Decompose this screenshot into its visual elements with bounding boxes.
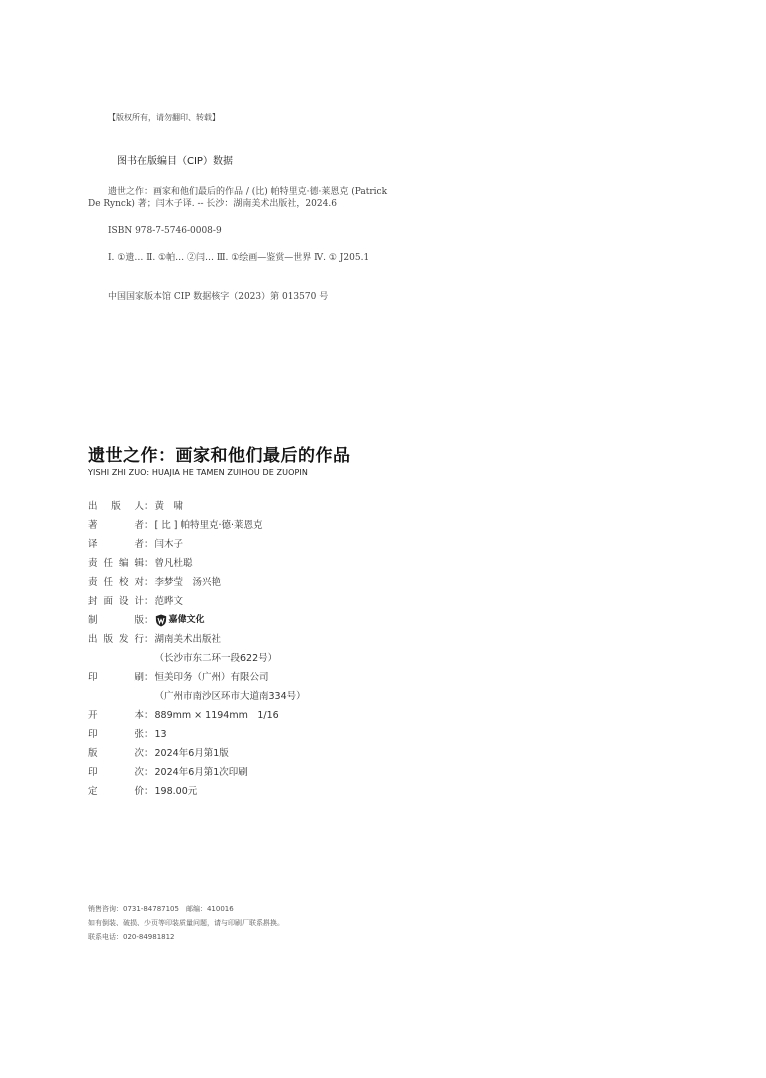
book-title-pinyin: YISHI ZHI ZUO: HUAJIA HE TAMEN ZUIHOU DE ZUOPIN	[88, 468, 308, 477]
colon: ：	[144, 729, 154, 740]
credit-value: 李梦莹 汤兴艳	[154, 577, 222, 588]
credit-label: 出版发行	[88, 634, 144, 645]
credit-value: 2024年6月第1次印刷	[154, 767, 248, 778]
colon: ：	[144, 520, 154, 531]
credit-row-plate-making	[88, 611, 306, 630]
credit-row-price	[88, 782, 306, 801]
credit-label: 著者	[88, 520, 144, 531]
shield-logo-icon	[155, 614, 167, 627]
credit-label: 印张	[88, 729, 144, 740]
credit-label	[88, 687, 144, 706]
classification: Ⅰ. ①遗… Ⅱ. ①帕… ②闫… Ⅲ. ①绘画—鉴赏—世界 Ⅳ. ① J205.1	[108, 253, 370, 263]
footer-phone-line: 联系电话：020-84981812	[88, 933, 175, 941]
cip-record: 遗世之作：画家和他们最后的作品 / (比) 帕特里克·德·莱恩克 (Patrick De Rynck) 著；闫木子译. -- 长沙：湖南美术出版社，2024.6	[88, 187, 388, 209]
credit-value: 198.00元	[154, 786, 198, 797]
credit-label: 印次	[88, 767, 144, 778]
credit-row-proofreader	[88, 573, 306, 592]
credit-row-format	[88, 706, 306, 725]
cip-number: 中国国家版本馆 CIP 数据核字（2023）第 013570 号	[108, 292, 329, 302]
credit-value: 2024年6月第1版	[154, 748, 229, 759]
credit-row-edition	[88, 744, 306, 763]
footer-quality-line: 如有倒装、破损、少页等印装质量问题，请与印刷厂联系斟换。	[88, 919, 284, 927]
cip-heading: 图书在版编目（CIP）数据	[117, 156, 233, 167]
credit-value: 13	[154, 729, 167, 740]
colon: ：	[144, 672, 154, 683]
colon: ：	[144, 539, 154, 550]
copyright-notice: 【版权所有，请勿翻印、转载】	[108, 113, 220, 122]
credit-row-sheets	[88, 725, 306, 744]
credit-row-distributor-address	[88, 649, 306, 668]
plate-maker-logo	[155, 611, 205, 630]
isbn: ISBN 978-7-5746-0008-9	[108, 226, 222, 236]
credit-row-printer-address	[88, 687, 306, 706]
colon: ：	[144, 615, 154, 626]
credit-row-distributor	[88, 630, 306, 649]
credit-row-printer	[88, 668, 306, 687]
colon: ：	[144, 596, 154, 607]
colon: ：	[144, 558, 154, 569]
colon: ：	[144, 634, 154, 645]
plate-maker-logo-text: 嘉偉文化	[168, 615, 205, 625]
credit-label: 制版	[88, 615, 144, 626]
credit-label: 出版人	[88, 501, 144, 512]
credit-label: 定价	[88, 786, 144, 797]
credit-row-author	[88, 516, 306, 535]
credit-label: 责任编辑	[88, 558, 144, 569]
credit-label: 印刷	[88, 672, 144, 683]
credit-row-publisher	[88, 497, 306, 516]
colon-spacer	[144, 687, 154, 706]
credit-label: 版次	[88, 748, 144, 759]
credit-label: 责任校对	[88, 577, 144, 588]
colon: ：	[144, 501, 154, 512]
credit-row-cover-design	[88, 592, 306, 611]
colon: ：	[144, 710, 154, 721]
credit-value: 恒美印务（广州）有限公司	[154, 672, 269, 683]
colon-spacer	[144, 649, 154, 668]
credit-value: （长沙市东二环一段622号）	[154, 653, 278, 664]
credit-value: 范晔文	[154, 596, 184, 607]
colon: ：	[144, 786, 154, 797]
credit-value: [ 比 ] 帕特里克·德·莱恩克	[154, 520, 263, 531]
credit-label: 译者	[88, 539, 144, 550]
credit-label: 封面设计	[88, 596, 144, 607]
credit-row-editor	[88, 554, 306, 573]
credit-label: 开本	[88, 710, 144, 721]
credit-row-translator	[88, 535, 306, 554]
credit-value: 曾凡杜聪	[154, 558, 193, 569]
colon: ：	[144, 577, 154, 588]
book-title: 遗世之作：画家和他们最后的作品	[88, 446, 351, 466]
credit-value: （广州市南沙区环市大道南334号）	[154, 691, 306, 702]
credit-row-printing	[88, 763, 306, 782]
credit-value: 黄 啸	[154, 501, 184, 512]
credit-value: 889mm × 1194mm 1/16	[154, 710, 279, 721]
credit-value: 闫木子	[154, 539, 184, 550]
credit-label	[88, 649, 144, 668]
colon: ：	[144, 748, 154, 759]
credit-value: 湖南美术出版社	[154, 634, 222, 645]
credits-list	[88, 497, 306, 801]
colon: ：	[144, 767, 154, 778]
footer	[88, 902, 284, 944]
footer-sales-line: 销售咨询：0731-84787105 邮编：410016	[88, 905, 234, 913]
